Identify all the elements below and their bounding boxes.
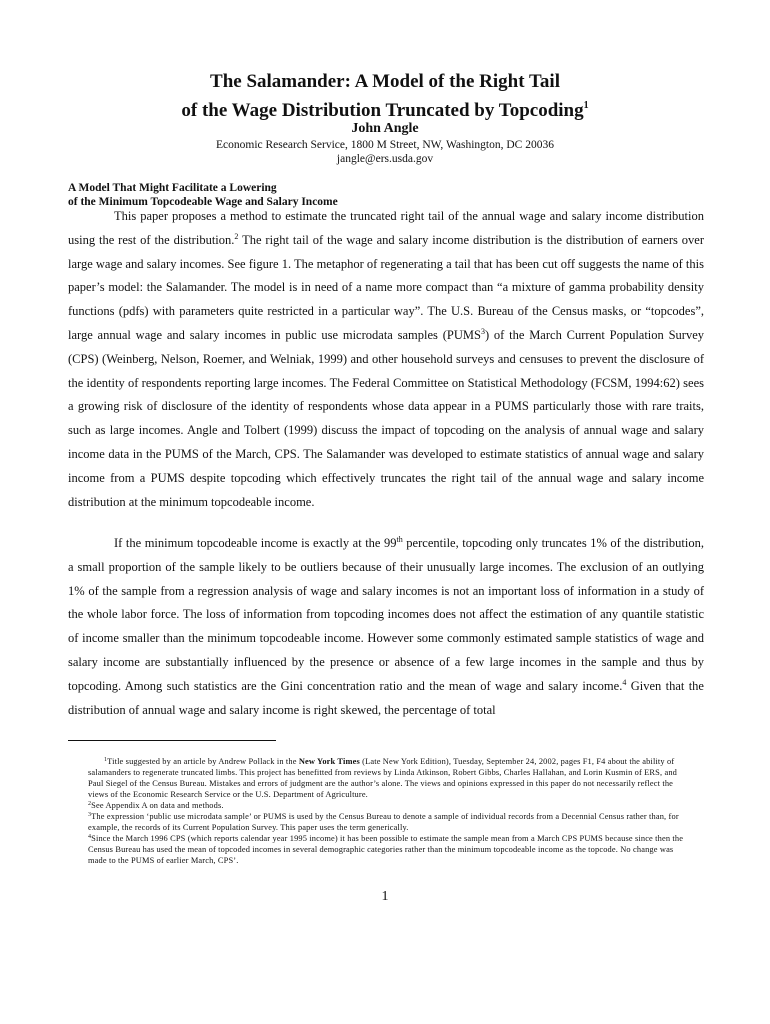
- footnote-divider: [68, 740, 276, 741]
- footnote-2: $^2$See Appendix A on data and methods.: [88, 801, 224, 810]
- title-line-1: The Salamander: A Model of the Right Tail: [210, 71, 560, 92]
- section-heading-line-1: A Model That Might Facilitate a Lowering: [68, 182, 277, 194]
- body-text: [68, 205, 704, 514]
- author-affiliation: Economic Research Service, 1800 M Street, NW, Washington, DC 20036: [216, 139, 554, 151]
- author-name: John Angle: [351, 121, 419, 136]
- footnote-1: $^1$Title suggested by an article by Andrew Pollack in the New York Times (Late New York Edition), Tuesday, September 24, 2002, pages F1, F4 about the ability of salamanders to regenerate truncated limbs. This project has benefitted from reviews by Linda Atkinson, Robert Gibbs, Charles Hallahan, and Lorin Kusmin of ERS, and Paul Siegel of the Census Bureau. Mistakes and errors of judgment are the author’s alone. The views and opinions expressed in this paper do not necessarily reflect the views of the Economic Research Service or the U.S. Department of Agriculture.: [88, 757, 678, 799]
- title-line-2: of the Wage Distribution Truncated by Topcoding$^1$: [181, 100, 589, 121]
- title-footnote-marker: 1: [583, 100, 589, 111]
- footnotes: [88, 756, 688, 866]
- footnote-4: $^4$Since the March 1996 CPS (which reports calendar year 1995 income) it has been possible to estimate the sample mean from a March CPS PUMS because since then the Census Bureau has used the mean of topcoded incomes in several demographic categories rather than the minimum topcodeable income as the topcode. No change was made to the PUMS of earlier March, CPS’.: [88, 834, 684, 865]
- footnote-ref-3: 3: [480, 326, 485, 336]
- newspaper-name: New York Times: [298, 757, 360, 766]
- page-number: 1: [381, 889, 389, 904]
- footnote-ref-2: 2: [234, 231, 239, 241]
- author-email: jangle@ers.usda.gov: [336, 153, 434, 165]
- paragraph-2: If the minimum topcodeable income is exactly at the 99th percentile, topcoding only truncates 1% of the distribution, a small proportion of the sample likely to be outliers because of their unusually large incomes. The exclusion of an outlying 1% of the sample from a regression analysis of wage and salary incomes is not an important loss of information in a study of the whole labor force. The loss of information from topcoding incomes does not affect the estimation of any quantile statistic of income smaller than the minimum topcodeable income. However some commonly estimated sample statistics of wage and salary income are substantially influenced by the presence or absence of a few large incomes in the sample and thus by topcoding. Among such statistics are the Gini concentration ratio and the mean of wage and salary income.$^4$ Given that the distribution of annual wage and salary income is right skewed, the percentage of total: [68, 535, 704, 717]
- footnote-3: $^3$The expression ‘public use microdata sample’ or PUMS is used by the Census Bureau to denote a sample of individual records from a Decennial Census rather than, for example, the records of its Current Population Survey. This paper uses the term generically.: [88, 812, 679, 832]
- footnote-ref-4: 4: [622, 677, 627, 687]
- body-text-continued: [68, 532, 704, 722]
- paper-title: [0, 70, 770, 123]
- paragraph-1: This paper proposes a method to estimate the truncated right tail of the annual wage and salary income distribution using the rest of the distribution.$^2$ The right tail of the wage and salary income distribution is the distribution of earners over large wage and salary incomes. See figure 1. The metaphor of regenerating a tail that has been cut off suggests the name of this paper’s model: the Salamander. The model is in need of a name more compact than “a mixture of gamma probability density functions (pdfs) with parameters quite restricted in a particular way”. The U.S. Bureau of the Census masks, or “topcodes”, large annual wage and salary incomes in public use microdata samples (PUMS$^3$) of the March Current Population Survey (CPS) (Weinberg, Nelson, Roemer, and Welniak, 1999) and other household surveys and censuses to prevent the disclosure of the identity of respondents reporting large incomes. The Federal Committee on Statistical Methodology (FCSM, 1994:62) sees a growing risk of disclosure of the identity of respondents whose data appear in a PUMS particularly those with rare traits, such as large incomes. Angle and Tolbert (1999) discuss the impact of topcoding on the analysis of annual wage and salary income data in the PUMS of the March, CPS. The Salamander was developed to estimate statistics of annual wage and salary income from a PUMS despite topcoding which effectively truncates the right tail of the annual wage and salary income distribution at the minimum topcodeable income.: [68, 209, 705, 509]
- section-heading-line-2: of the Minimum Topcodeable Wage and Salary Income: [68, 196, 338, 208]
